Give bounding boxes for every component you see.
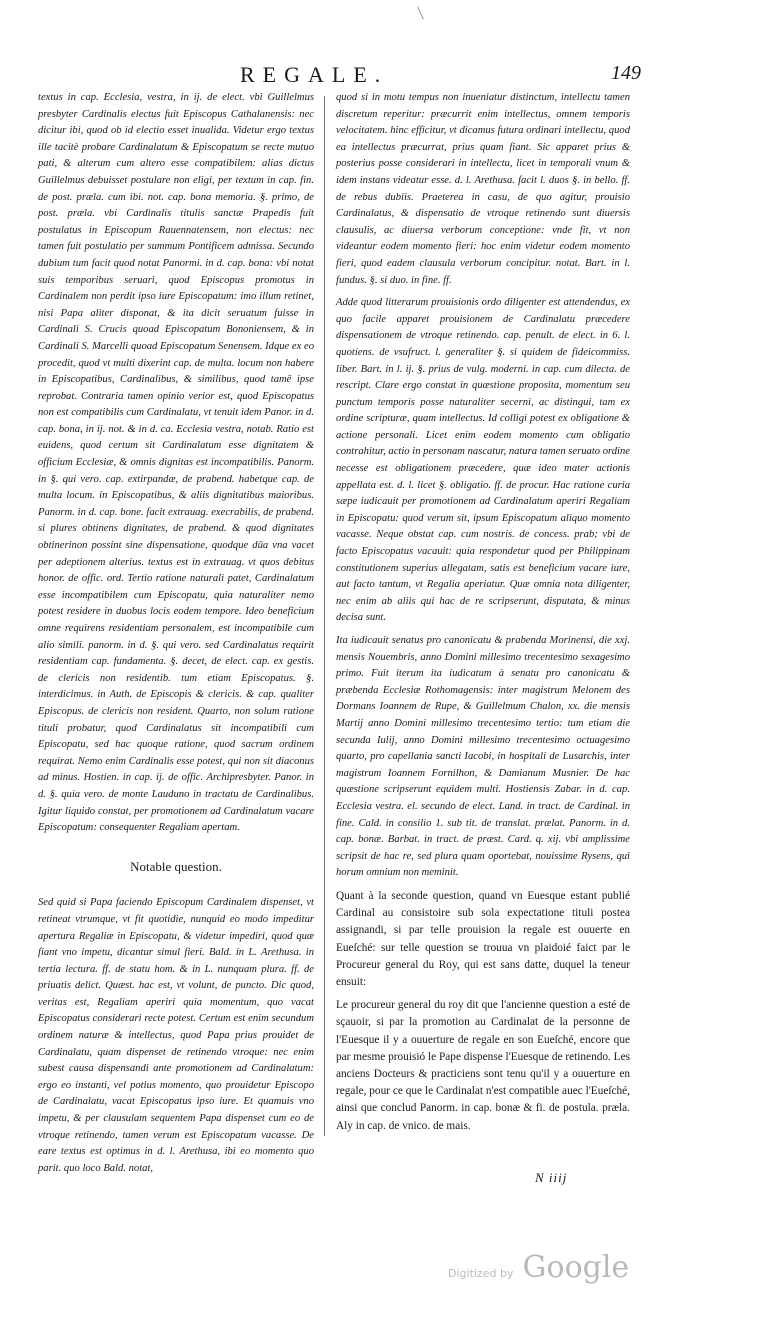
right-paragraph-3: Ita iudicauit senatus pro canonicatu & prabenda Morinensi, die xxj. mensis Nouembris, anno Domini millesimo trecentesimo sexagesimo primo. Fuit iterum ita iudicatum à senatu pro canonicatu & præbenda Ecclesiæ Rothomagensis: inter magistrum Melonem des Dormans Ioannem de Rupe, & Guillelmum Chalon, xx. die mensis Martij anno Domini millesimo trecentesimo tertio: tum etiam die secunda Iulij, anno Domini millesimo trecentesimo octuagesimo quarto, pro capellania sancti Iacobi, in hospitali de Lusarchis, inter magistrum Ioannem Fornilhon, & Damianum Musnier. De hac quæstione scripserunt equidem multi. Hostiensis Zabar. in d. cap. Ecclesia vestra. el. secundo de elect. Land. in tract. de Cardinal. in fine. Cald. in consilio 1. sub tit. de translat. prælat. Panorm. in d. cap. bonæ. Barbat. in tract. de præst. Card. q. xij. vbi amplissime scripsit de hac re, sed plura quam oportebat, nouissime Rysens, qui horum omnium non meminit. — [336, 635, 630, 879]
left-paragraph-2: Sed quid si Papa faciendo Episcopum Cardinalem dispenset, vt retineat vtrumque, vt fit quotidie, nunquid eo modo impeditur apertura Regaliæ in Episcopatu, & videtur impediri, quod quæ fiant vno impetu, dicantur simul fieri. Bald. in L. Arethusa. in tertia lectura. ff. de statu hom. & in L. nunquam plura. ff. de priuatis delict. Quæst. hac est, vt volunt, de puncto. Dic quod, veritas est, Regaliam aperiri quia momentum, quo vacat Episcopatus considerari recte potest. Certum est enim secundum ordinem naturæ & intellectus, quod Papa prius prouidet de Cardinalatu, quam dispenset de retinendo vtroque: nec enim subest causa dispensandi ante promotionem ad Cardinalatum: ergo eo instanti, vel potius momento, quo prouidetur Episcopo de Cardinalatu, vacat Episcopatus ipso iure. Et quamuis vno impetu, & per clausulam sequentem Papa dispenset cum eo de vtroque retinendo, tamen verum est Episcopatum vacasse. De eare textus est optimus in d. l. Arethusa, ibi eo momento quo parit. quo loco Bald. notat, — [38, 897, 314, 1174]
digitized-watermark — [448, 1250, 629, 1285]
left-column — [38, 90, 314, 1174]
running-title: REGALE. — [240, 62, 389, 87]
right-paragraph-4: Quant à la seconde question, quand vn Euesque estant publié Cardinal au consistoire sub sola expectatione tituli postea assignandi, si par telle prouision la regale est ouuerte en Eueſché: sur telle question se trouua vn plaidoié faict par le Procureur general du Roy, qui est sans datte, duquel la teneur ensuit: — [336, 889, 630, 988]
margin-mark — [417, 6, 424, 19]
right-paragraph-2: Adde quod litterarum prouisionis ordo diligenter est attendendus, ex quo facile apparet prouisionem de Cardinalatu præcedere dispensationem de vtroque retinendo. cap. penult. de elect. in 6. l. quotiens. de vsufruct. l. generaliter §. si quidem de fideicommiss. liber. Bart. in l. ij. §. prius de vulg. moderni. in cap. cum dilecta. de rescript. Clare ergo constat in quæstione proposita, momentum seu punctum temporis posse naturaliter secerni, ac distingui, tam ex ordine scripturæ, quam intellectus. Id colligi potest ex obligatione & actione personali. Licet enim eodem momento cum obligatio contrahitur, actio in personam nascatur, natura tamen seruato ordine necesse est obligationem præcedere, quæ ideo mater actionis appellata est. d. l. licet §. obligatio. ff. de procur. Hac ratione curia sæpe iudicauit per promotionem ad Cardinalatum aperiri Regaliam in Episcopatu: quod verum sit, ipsum Episcopatum aliquo momento vacasse. Neque obstat cap. cum nostris. de concess. prab; vbi de facto Episcopatus vacauit: quia respondetur quod per Philippinam constitutionem superius allegatam, satis est beneficium vacare iure, aut facto tantum, vt Regalia aperiatur. Quæ omnia nota diligenter, nec enim ab aliis qui hac de re scripserunt, disputata, & minus decisa sunt. — [336, 297, 630, 624]
right-paragraph-1: quod si in motu tempus non inueniatur distinctum, intellectu tamen discretum reperitur: præcurrit enim intellectus, omnem temporis velocitatem. hinc efficitur, vt dicamus futura ordinari intellectu, quod ea intellectus præcurrat, prius quam fiant. Sic apparet prius & posterius posse considerari in intellectu, licet in temporali vnum & idem instans videatur esse. d. l. Arethusa. facit l. duos §. in bello. ff. de rebus dubiis. Praeterea in casu, de quo agitur, prouisio Cardinalatus, & dispensatio de vtroque retinendo sunt diuersis clausulis, ac diuersa verborum conceptione: vnde fit, vt non videantur eodem momento fieri: hoc enim videtur eodem momento fieri, quod eadem clausula verborum concipitur. notat. Bart. in l. fundus. §. si duo. in fine. ff. — [336, 92, 630, 286]
left-paragraph-1: textus in cap. Ecclesia, vestra, in ij. de elect. vbi Guillelmus presbyter Cardinalis electus fuit Episcopus Cathalanensis: nec dicitur ibi, quod ob id electio esset inualida. Videtur ergo textus ille tacitè probare Cardinalatum & Episcopatum se recte mutuo pati, & alterum cum altero esse compatibilem: alias dictus Guillelmus debuisset postulare non eligi, per textum in cap. fin. de post. præla. cum ibi. not. cap. bona memoria. §. primo, de post. præla. vbi Cardinalis titulis sanctæ Prapedis fuit postulatus in Episcopum Rauennatensem, non electus: nec tamen fuit postulatio per summum Pontificem admissa. Secundo dubium tum facit quod notat Panormi. in d. cap. bona: vbi notat suis temporibus seruari, quod Episcopus promotus in Cardinalem non perdit ipso iure Episcopatum: imo illum retinet, nisi Papa aliter disponat, & ita dicit seruatum fuisse in Cardinali S. Crucis quoad Episcopatum Bononiensem, & in Cardinali S. Marcelli quoad Episcopatum Senensem. Idque ex eo procedit, quod vt multi dixerint cap. de multa. locum non habere in Episcopatibus, Cardinalibus, & similibus, quod tamē ipse reprobat. Contraria tamen opinio verior est, quod Episcopatus non est compatibilis cum Cardinalatu, vt tenuit idem Panor. in d. cap. bona, in ij. not. & in d. ca. Ecclesia vestra, notab. Ratio est euidens, quod certum sit Cardinalatum esse dignitatem & officium Ecclesiæ, & omnis dignitas est incompatibilis. Panorm. in §. qui vero. cap. extirpandæ, de prabend. habetque cap. de multa locum. in Episcopatibus, & aliis dignitatibus maioribus. Panorm. in d. cap. bone. facit extrauag. execrabilis, de prabend. si plures obtinens dignitates, de prabend. & quod dignitates obtinerinon possint sine dispensatione, quodque dūa vna vacet per adeptionem alterius. textus est in extrauag. vt quos debitus honor. de offic. ord. Tertio ratione naturali patet, Cardinalatum esse incompatibilem cum Episcopatu, quia naturaliter nemo potest residere in duobus locis eodem tempore. Ideo beneficium omne requirens residentiam personalem, est incompatibile cum alio simili. panorm. in d. §. qui vero. sed Cardinalatus requirit residentiam cap. fundamenta. §. decet, de elect. cap. ex gestis. de clericis non residentib. tum etiam Episcopatus. §. interdicimus. in Auth. de Episcopis & clericis. & cap. qualiter Episcopus. de clericis non resident. Quarto, non solum ratione tituli probatur, quod Cardinalatus sit incompatibili cum Episcopatu, sed hac quoque ratione, quod sacrum ordinem requirat. Nemo enim Cardinalis esse potest, qui non sit diaconus ad minus. Hostien. in cap. ij. de offic. Archipresbyter. Panor. in d. §. quia vero. de monte Lauduno in tractatu de Cardinalibus. Igitur liquido constat, per promotionem ad Cardinalatum vacare Episcopatum: consequenter Regaliam apertam. — [38, 92, 314, 834]
column-divider — [324, 96, 325, 1136]
right-column — [336, 90, 630, 1260]
signature-mark: N iiij — [535, 1170, 568, 1185]
right-paragraph-5: Le procureur general du roy dit que l'ancienne question a esté de sçauoir, si par la promotion au Cardinalat de la personne de l'Euesque il y a ouuerture de regale en son Eueſché, encore que par mesme prouisió le Pape dispense l'Euesque de retinendo. Les anciens Docteurs & practiciens sont tenu qu'il y a ouuerture en regale, pour ce que le Cardinalat n'est compatible auec l'Eueſché, ainsi que conclud Panorm. in cap. bonæ & fi. de postula. præla. Aly in cap. de vnico. de mais. — [336, 999, 630, 1132]
google-logo: Google — [522, 1250, 630, 1285]
watermark-prefix: Digitized by — [448, 1267, 514, 1280]
page-number: 149 — [611, 62, 641, 84]
section-heading: Notable question. — [130, 858, 222, 874]
